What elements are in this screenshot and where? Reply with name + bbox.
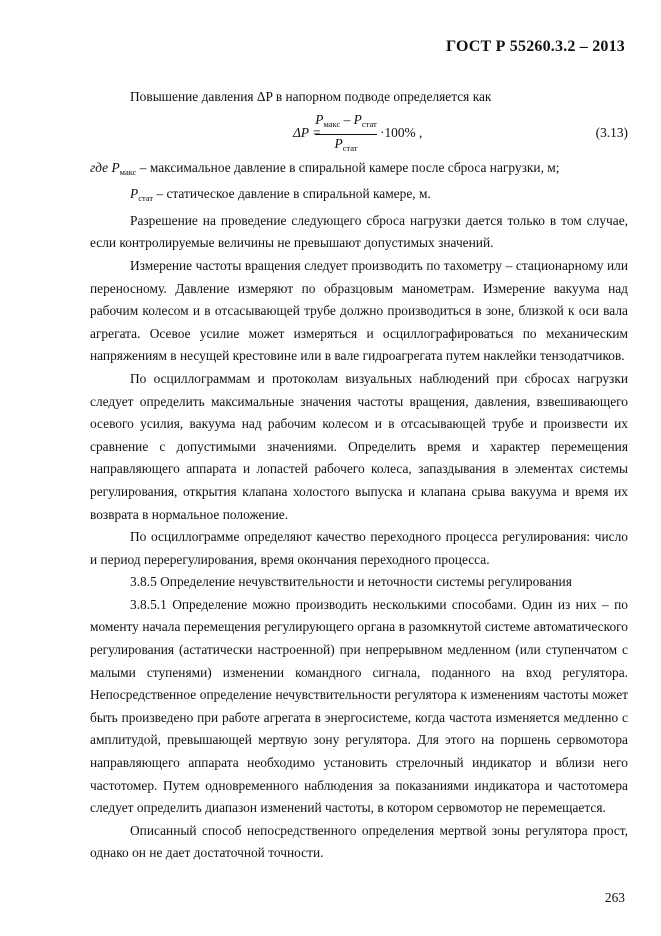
document-header: ГОСТ Р 55260.3.2 – 2013 — [445, 38, 625, 55]
paragraph: Измерение частоты вращения следует производить по тахометру – стационарному или переносному. Давление измеряют по образцовым манометрам. Измерение вакуума над рабочим колесом и в отсасывающей трубе должно производиться в зоне, близкой к оси вала агрегата. Осевое усилие может измеряться и осциллографироваться по механическим напряжениям в несущей крестовине или в вале гидроагрегата путем наклейки тензодатчиков. — [90, 257, 628, 364]
section-title: 3.8.5 Определение нечувствительности и неточности системы регулирования — [130, 574, 572, 590]
where-pstat: $P_{стат}$ – статическое давление в спиральной камере, м. — [130, 186, 431, 204]
paragraph: Описанный способ непосредственного определения мертвой зоны регулятора прост, однако он не дает достаточной точности. — [90, 822, 628, 861]
formula-intro: Повышение давления ΔP в напорном подводе определяется как — [130, 89, 492, 104]
formula-numerator: $P_{макс} - P_{стат}$ — [315, 111, 377, 135]
equation-number: (3.13) — [595, 124, 628, 140]
paragraph: 3.8.5.1 Определение можно производить несколькими способами. Один из них – по моменту начала перемещения регулирующего органа в разомкнутой системе автоматического регулирования (астатически настроенной) при непрерывном медленном (или ступенчатом с малыми ступенями) изменении командного сигнала, поданного на вход регулятора. Непосредственное определение нечувствительности регулятора к изменениям частоты может быть произведено при работе агрегата в энергосистеме, когда частота изменяется медленно с амплитудой, превышающей мертвую зону регулятора. Для этого на поршень сервомотора направляющего аппарата необходимо установить стрелочный индикатор и вблизи него частотомер. Путем одновременного наблюдения за показаниями индикатора и частотомера следует определить диапазон изменений частоты, в котором сервомотор не перемещается. — [90, 596, 628, 816]
paragraph: По осциллограмме определяют качество переходного процесса регулирования: число и период перерегулирования, время окончания переходного процесса. — [90, 529, 628, 567]
page-number: 263 — [604, 890, 625, 905]
formula-rhs: ·100% , — [380, 124, 423, 140]
formula-fraction — [315, 111, 377, 157]
paragraph: Разрешение на проведение следующего сброса нагрузки дается только в том случае, если контролируемые величины не превышают допустимых значений. — [90, 212, 628, 251]
formula-3-13 — [90, 111, 628, 157]
formula-lhs: ΔP = — [293, 124, 322, 140]
page-content — [90, 86, 628, 865]
paragraph: По осциллограммам и протоколам визуальных наблюдений при сбросах нагрузки следует определить максимальные значения частоты вращения, давления, взвешивающего осевого усилия, вакуума над рабочим колесом и в отсасывающей трубе и произвести их сравнение с допустимыми значениями. Определить время и характер перемещения направляющего аппарата и лопастей рабочего колеса, запаздывания в элементах системы регулирования, открытия клапана холостого выпуска и клапана срыва вакуума и время их возврата в нормальное положение. — [90, 370, 628, 522]
where-pmax: где $P_{макс}$ – максимальное давление в спиральной камере после сброса нагрузки, м; — [90, 159, 560, 177]
formula-denominator: $P_{стат}$ — [334, 135, 358, 153]
